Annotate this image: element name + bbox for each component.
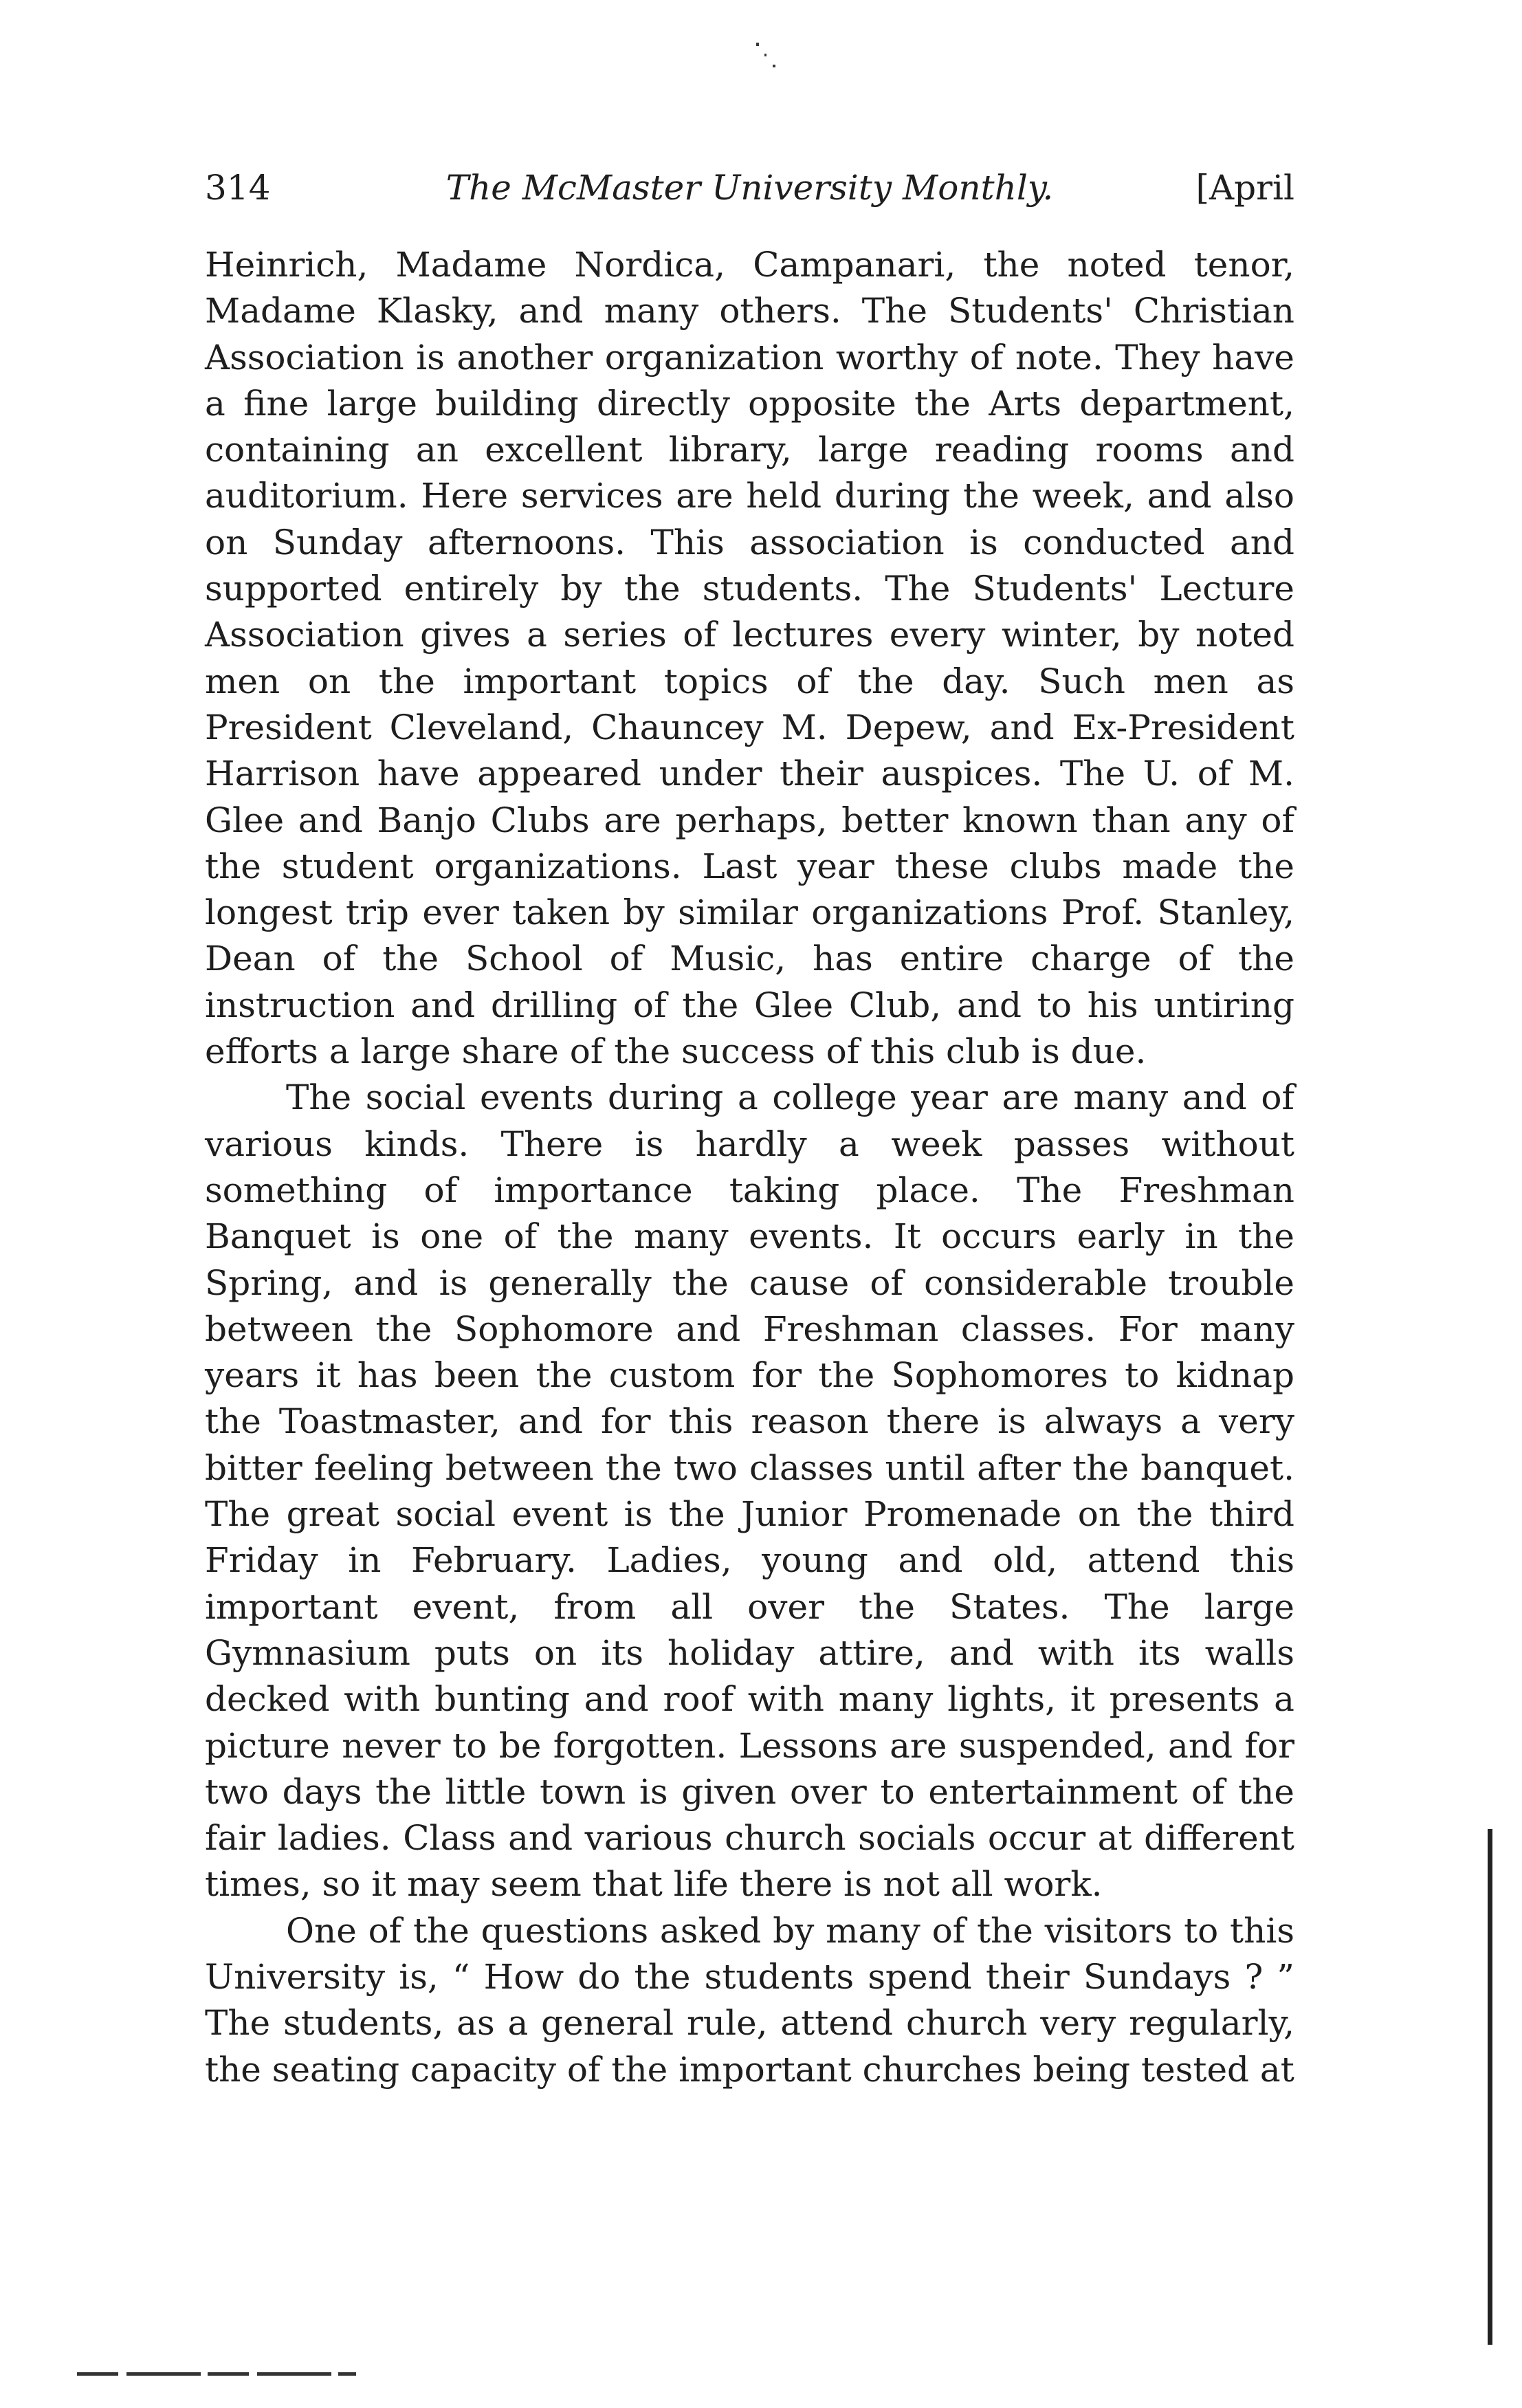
scan-edge-line: [1488, 1829, 1492, 2345]
scan-speck: [756, 43, 759, 46]
paragraph-continued: Heinrich, Madame Nordica, Campanari, the noted tenor, Madame Klasky, and many others. The Students' Christian Association is another organization worthy of note. They have a fine large building directly opposite the Arts department, containing an excellent library, large reading rooms and auditorium. Here services are held during the week, and also on Sunday afternoons. This association is conducted and supported entirely by the students. The Students' Lecture Association gives a series of lectures every winter, by noted men on the important topics of the day. Such men as President Cleveland, Chauncey M. Depew, and Ex-President Harrison have appeared under their auspices. The U. of M. Glee and Banjo Clubs are perhaps, better known than any of the student organizations. Last year these clubs made the longest trip ever taken by similar organizations Prof. Stanley, Dean of the School of Music, has entire charge of the instruction and drilling of the Glee Club, and to his untiring efforts a large share of the success of this club is due.: [205, 245, 1294, 1072]
page-number: 314: [205, 168, 271, 208]
scan-speck: [764, 54, 766, 56]
paragraph-sundays: One of the questions asked by many of the visitors to this University is, “ How do the students spend their Sundays ? ” The students, as a general rule, attend church very regularly, the seating capacity of the important churches being tested at: [205, 1910, 1294, 2090]
footer-rule: [77, 2372, 356, 2376]
journal-title: The McMaster University Monthly.: [445, 168, 1054, 208]
issue-month: [April: [1195, 168, 1294, 208]
scan-speck: [773, 65, 775, 67]
article-body: [205, 242, 1294, 2093]
paragraph-social-events: The social events during a college year are many and of various kinds. There is hardly a week passes without something of importance taking place. The Freshman Banquet is one of the many events. It occurs early in the Spring, and is generally the cause of considerable trouble between the Sophomore and Freshman classes. For many years it has been the custom for the Sophomores to kidnap the Toastmaster, and for this reason there is always a very bitter feeling between the two classes until after the banquet. The great social event is the Junior Promenade on the third Friday in February. Ladies, young and old, attend this important event, from all over the States. The large Gymnasium puts on its holiday attire, and with its walls decked with bunting and roof with many lights, it presents a picture never to be forgotten. Lessons are suspended, and for two days the little town is given over to entertainment of the fair ladies. Class and various church socials occur at different times, so it may seem that life there is not all work.: [205, 1077, 1294, 1905]
running-header: [205, 157, 1294, 219]
